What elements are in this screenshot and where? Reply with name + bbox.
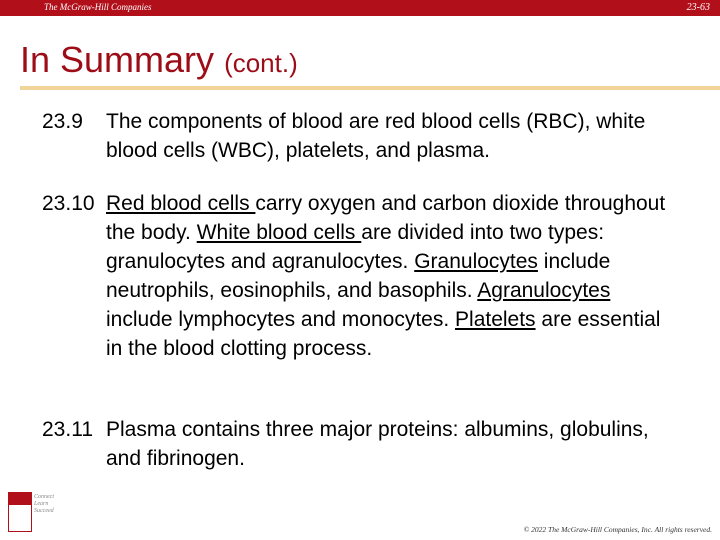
item-text: Plasma contains three major proteins: albumins, globulins, and fibrinogen. xyxy=(106,418,649,470)
logo-tagline: Connect Learn Succeed xyxy=(34,494,54,514)
term-granulocytes: Granulocytes xyxy=(414,250,538,273)
slide-title xyxy=(20,40,298,83)
summary-item xyxy=(42,107,682,165)
publisher-logo-text: The McGraw-Hill Companies xyxy=(44,2,152,12)
title-divider xyxy=(20,86,720,90)
item-number: 23.11 xyxy=(42,418,93,441)
item-text xyxy=(106,189,682,363)
copyright-notice: © 2022 The McGraw-Hill Companies, Inc. All rights reserved. xyxy=(523,525,712,534)
term-agranulocytes: Agranulocytes xyxy=(477,279,611,302)
publisher-logo xyxy=(8,488,54,534)
title-main: In Summary xyxy=(20,39,215,80)
title-sub: (cont.) xyxy=(224,48,298,78)
term-platelets: Platelets xyxy=(455,308,536,331)
text-segment: are divided into two types: granulocytes and agranulocytes. xyxy=(106,221,605,273)
summary-item xyxy=(42,189,682,363)
text-segment: are essential in the blood clotting process. xyxy=(106,308,661,360)
page-number: 23-63 xyxy=(686,2,710,13)
logo-book-icon xyxy=(8,492,32,532)
text-segment: include lymphocytes and monocytes. xyxy=(106,308,456,331)
item-text: The components of blood are red blood cells (RBC), white blood cells (WBC), platelets, and plasma. xyxy=(106,110,646,162)
text-segment: carry oxygen and carbon dioxide throughout the body. xyxy=(106,192,666,244)
summary-item xyxy=(42,415,682,473)
header-bar xyxy=(0,0,720,16)
item-number: 23.10 xyxy=(42,192,95,215)
term-white-blood-cells: White blood cells xyxy=(196,221,362,244)
text-segment: include neutrophils, eosinophils, and basophils. xyxy=(106,250,611,302)
term-red-blood-cells: Red blood cells xyxy=(106,192,256,215)
item-number: 23.9 xyxy=(42,110,83,133)
